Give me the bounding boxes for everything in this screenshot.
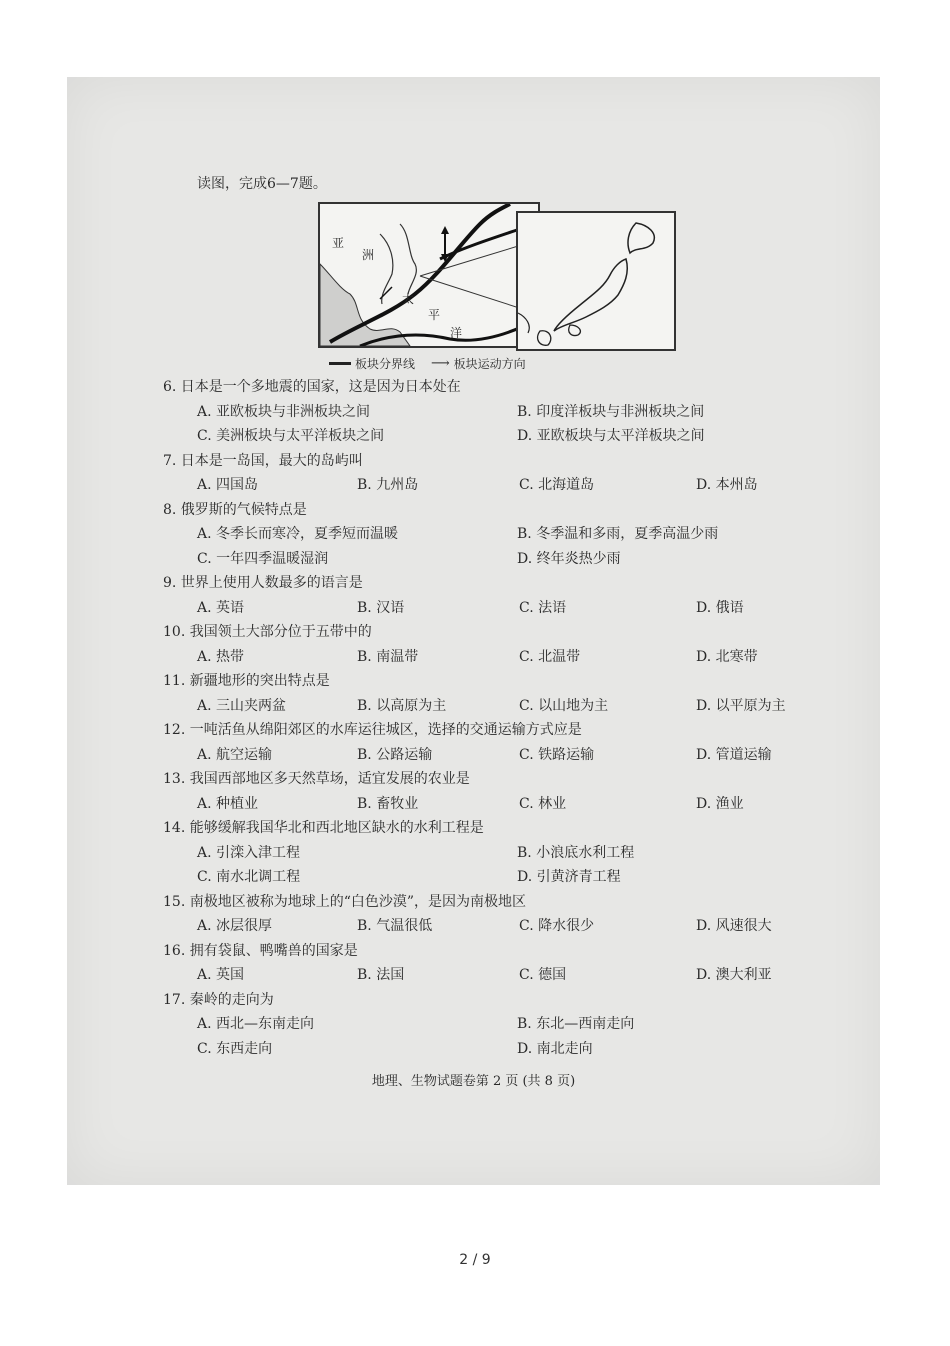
- map-label-ping: 平: [428, 308, 441, 322]
- answer-option: B. 冬季温和多雨，夏季高温少雨: [517, 526, 719, 542]
- boundary-line-icon: [329, 362, 351, 365]
- map-legend: [329, 355, 526, 372]
- answer-option: B. 以高原为主: [357, 697, 447, 714]
- intro-text: 读图，完成6—7题。: [197, 176, 327, 192]
- answer-option: B. 畜牧业: [357, 795, 419, 812]
- answer-option: A. 西北—东南走向: [197, 1016, 315, 1032]
- answer-option: D. 亚欧板块与太平洋板块之间: [517, 428, 705, 444]
- answer-option: D. 引黄济青工程: [517, 869, 621, 885]
- question-stem: 11. 新疆地形的突出特点是: [163, 673, 330, 689]
- answer-option: B. 气温很低: [357, 918, 433, 934]
- answer-option: C. 南水北调工程: [197, 869, 301, 885]
- map-label-yang: 洋: [450, 326, 463, 340]
- answer-option: C. 以山地为主: [519, 697, 609, 714]
- answer-option: B. 小浪底水利工程: [517, 844, 635, 861]
- answer-option: D. 以平原为主: [696, 697, 786, 714]
- answer-option: D. 俄语: [696, 599, 744, 616]
- answer-option: A. 三山夹两盆: [197, 697, 287, 714]
- question-stem: 7. 日本是一岛国，最大的岛屿叫: [163, 452, 363, 469]
- legend-direction: [431, 355, 526, 372]
- map-label-ya: 亚: [332, 236, 345, 250]
- answer-option: A. 亚欧板块与非洲板块之间: [197, 403, 371, 420]
- arrow-right-icon: ⟶: [431, 356, 450, 371]
- answer-option: B. 法国: [357, 967, 405, 983]
- answer-option: B. 印度洋板块与非洲板块之间: [517, 403, 705, 420]
- japan-outline-drawing: [518, 213, 674, 349]
- answer-option: B. 九州岛: [357, 477, 419, 493]
- answer-option: A. 种植业: [197, 795, 259, 812]
- answer-option: A. 引滦入津工程: [197, 844, 301, 861]
- legend-boundary-label: 板块分界线: [355, 357, 416, 371]
- plate-map-asia-pacific: [318, 202, 540, 348]
- answer-option: C. 美洲板块与太平洋板块之间: [197, 428, 385, 444]
- map-label-tai: 太: [402, 292, 415, 306]
- answer-option: C. 铁路运输: [519, 746, 595, 763]
- question-stem: 6. 日本是一个多地震的国家，这是因为日本处在: [163, 379, 461, 395]
- question-stem: 8. 俄罗斯的气候特点是: [163, 501, 307, 518]
- page-footer: 地理、生物试题卷第 2 页 (共 8 页): [371, 1074, 576, 1089]
- scanned-page: [67, 77, 880, 1185]
- question-stem: 16. 拥有袋鼠、鸭嘴兽的国家是: [163, 942, 358, 959]
- answer-option: D. 北寒带: [696, 648, 758, 665]
- question-stem: 15. 南极地区被称为地球上的“白色沙漠”，是因为南极地区: [163, 893, 527, 910]
- answer-option: C. 林业: [519, 795, 567, 812]
- answer-option: D. 澳大利亚: [696, 967, 772, 983]
- answer-option: C. 法语: [519, 599, 567, 616]
- answer-option: A. 冰层很厚: [197, 918, 273, 934]
- answer-option: B. 汉语: [357, 599, 405, 616]
- answer-option: A. 英国: [197, 967, 245, 983]
- answer-option: C. 德国: [519, 967, 567, 983]
- answer-option: D. 终年炎热少雨: [517, 550, 621, 567]
- answer-option: A. 冬季长而寒冷，夏季短而温暖: [197, 526, 399, 542]
- answer-option: C. 一年四季温暖湿润: [197, 550, 329, 567]
- question-stem: 9. 世界上使用人数最多的语言是: [163, 575, 363, 591]
- answer-option: C. 北海道岛: [519, 477, 595, 493]
- page-number: 2 / 9: [459, 1252, 491, 1268]
- plate-map-drawing: [320, 204, 538, 346]
- answer-option: C. 降水很少: [519, 918, 595, 934]
- legend-direction-label: 板块运动方向: [453, 357, 526, 371]
- answer-option: A. 英语: [197, 599, 245, 616]
- question-stem: 17. 秦岭的走向为: [163, 991, 274, 1008]
- question-stem: 13. 我国西部地区多天然草场，适宜发展的农业是: [163, 771, 470, 787]
- answer-option: A. 航空运输: [197, 746, 273, 763]
- answer-option: A. 热带: [197, 648, 245, 665]
- legend-boundary: [329, 355, 415, 372]
- question-stem: 14. 能够缓解我国华北和西北地区缺水的水利工程是: [163, 820, 484, 836]
- map-label-zhou: 洲: [362, 248, 375, 262]
- answer-option: D. 风速很大: [696, 918, 772, 934]
- answer-option: D. 管道运输: [696, 746, 772, 763]
- japan-detail-map: [516, 211, 676, 351]
- answer-option: C. 东西走向: [197, 1040, 273, 1057]
- answer-option: B. 公路运输: [357, 746, 433, 763]
- question-stem: 10. 我国领土大部分位于五带中的: [163, 624, 372, 640]
- answer-option: C. 北温带: [519, 648, 581, 665]
- answer-option: A. 四国岛: [197, 477, 259, 493]
- question-stem: 12. 一吨活鱼从绵阳郊区的水库运往城区，选择的交通运输方式应是: [163, 722, 582, 738]
- answer-option: D. 本州岛: [696, 477, 758, 493]
- answer-option: D. 南北走向: [517, 1040, 593, 1057]
- answer-option: B. 南温带: [357, 648, 419, 665]
- answer-option: B. 东北—西南走向: [517, 1016, 635, 1032]
- answer-option: D. 渔业: [696, 795, 744, 812]
